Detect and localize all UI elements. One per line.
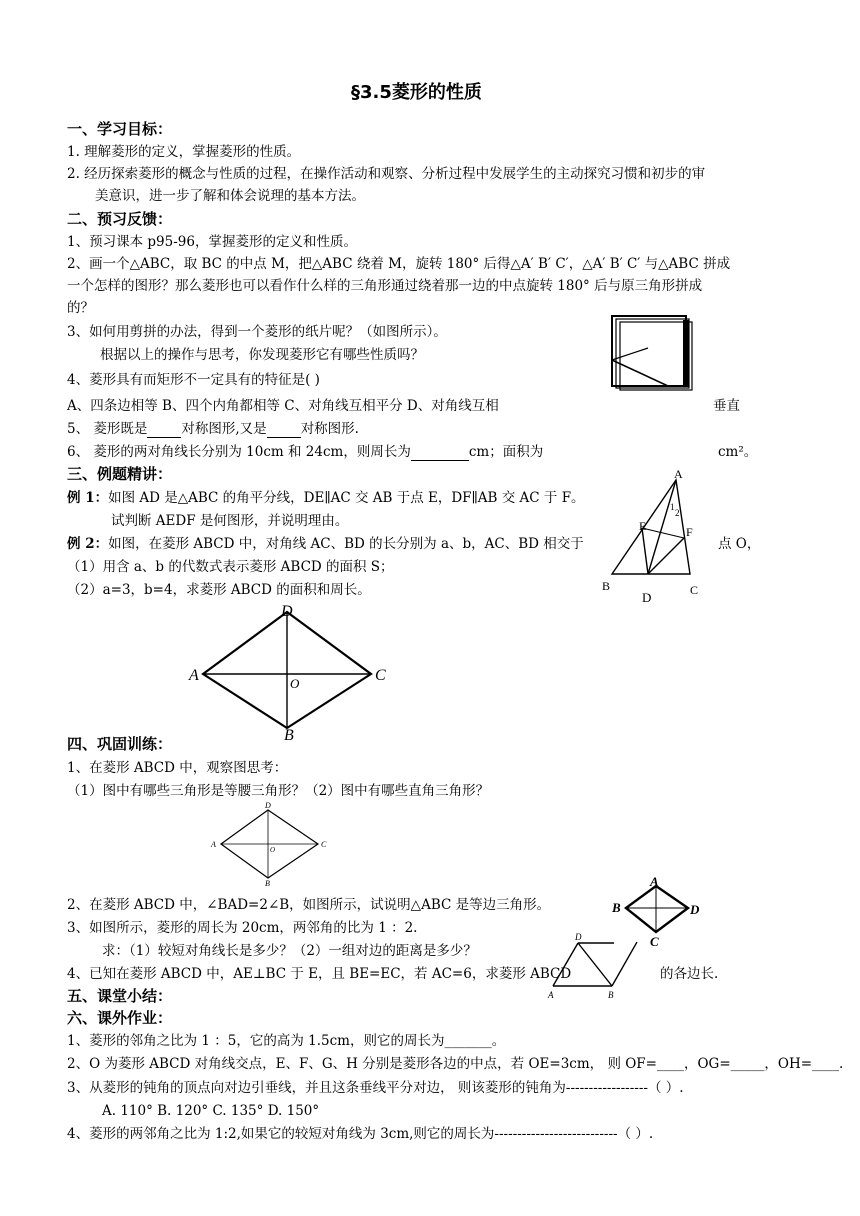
preview-q4-option-tail: 垂直 xyxy=(713,398,740,414)
preview-q4-options: A、四条边相等 B、四个内角都相等 C、对角线互相平分 D、对角线互相 xyxy=(67,398,499,414)
practice-q3-line2: 求：（1）较短对角线长是多少？（2）一组对边的距离是多少？ xyxy=(102,943,477,959)
goal-item-2-cont: 美意识，进一步了解和体会说理的基本方法。 xyxy=(95,188,365,204)
preview-q6 xyxy=(67,443,543,461)
vertex-label: B xyxy=(602,579,611,593)
angle-label: 2 xyxy=(675,508,680,518)
preview-q5 xyxy=(67,420,359,438)
preview-q3: 3、如何用剪拼的办法，得到一个菱形的纸片呢？（如图所示）。 xyxy=(67,324,447,340)
rhombus-figure-slanted xyxy=(542,930,652,1004)
homework-q3-options: A. 110° B. 120° C. 135° D. 150° xyxy=(102,1103,320,1119)
preview-q2: 2、画一个△ABC，取 BC 的中点 M，把△ABC 绕着 M，旋转 180° 后得△A′ B′ C′，△A′ B′ C′ 与△ABC 拼成 xyxy=(67,256,731,272)
practice-q4: 4、已知在菱形 ABCD 中，AE⊥BC 于 E，且 BE=EC，若 AC=6，求菱形 ABCD xyxy=(67,966,572,982)
center-label: O xyxy=(290,676,300,691)
goal-item-2: 2. 经历探索菱形的概念与性质的过程，在操作活动和观察、分析过程中发展学生的主动探究习惯和初步的审 xyxy=(67,166,706,182)
rhombus-figure-small xyxy=(208,801,338,888)
vertex-label: E xyxy=(639,519,647,533)
preview-q5-post: 对称图形. xyxy=(300,421,359,437)
preview-q5-mid: 对称图形,又是 xyxy=(181,421,267,437)
vertex-label: B xyxy=(608,990,614,1000)
answer-blank[interactable] xyxy=(267,423,301,438)
example-2-tail: 点 O， xyxy=(718,536,761,552)
section-heading-goals: 一、学习目标： xyxy=(67,120,173,138)
practice-q3: 3、如图所示，菱形的周长为 20cm，两邻角的比为 1 ：2. xyxy=(67,920,418,936)
vertex-label: A xyxy=(189,667,199,684)
example-2 xyxy=(67,535,584,553)
vertex-label: A xyxy=(548,990,554,1000)
vertex-label: C xyxy=(690,583,699,597)
vertex-label: D xyxy=(265,801,271,810)
vertex-label: B xyxy=(284,727,294,744)
vertex-label: F xyxy=(686,525,693,539)
vertex-label: A xyxy=(211,840,216,849)
preview-q6-unit: cm²。 xyxy=(718,444,758,460)
vertex-label: B xyxy=(612,900,621,915)
example-1-text: 如图 AD 是△ABC 的角平分线，DE∥AC 交 AB 于点 E，DF∥AB 交 AC 于 F。 xyxy=(108,490,585,506)
vertex-label: D xyxy=(575,932,582,942)
preview-q6-mid: cm；面积为 xyxy=(468,444,544,460)
example-2-text: 如图，在菱形 ABCD 中，对角线 AC、BD 的长分别为 a、b，AC、BD 相交于 xyxy=(108,536,584,552)
preview-q4: 4、菱形具有而矩形不一定具有的特征是( ) xyxy=(67,372,320,388)
practice-q1-line2: （1）图中有哪些三角形是等腰三角形？（2）图中有哪些直角三角形？ xyxy=(67,783,490,799)
homework-q2: 2、O 为菱形 ABCD 对角线交点，E、F、G、H 分别是菱形各边的中点，若 OE=3cm， 则 OF=____，OG=_____，OH=____. xyxy=(67,1056,844,1072)
section-heading-preview: 二、预习反馈： xyxy=(67,210,173,228)
section-heading-practice: 四、巩固训练： xyxy=(67,735,173,753)
goal-item-1: 1. 理解菱形的定义，掌握菱形的性质。 xyxy=(67,144,301,160)
homework-q1: 1、菱形的邻角之比为 1 ：5，它的高为 1.5cm，则它的周长为_______。 xyxy=(67,1033,506,1049)
example-1-label: 例 1： xyxy=(67,490,109,506)
preview-q3-line2: 根据以上的操作与思考，你发现菱形它有哪些性质吗？ xyxy=(100,347,424,363)
preview-q5-pre: 5、 菱形既是 xyxy=(67,421,148,437)
practice-q4-tail: 的各边长. xyxy=(660,966,719,982)
angle-bisector-triangle-figure xyxy=(600,468,720,608)
vertex-label: C xyxy=(375,667,386,684)
example-1-line2: 试判断 AEDF 是何图形，并说明理由。 xyxy=(111,513,349,529)
homework-q4: 4、菱形的两邻角之比为 1:2,如果它的较短对角线为 3cm,则它的周长为---------------------------（ ）. xyxy=(67,1126,654,1142)
vertex-label: D xyxy=(690,902,700,917)
vertex-label: D xyxy=(281,603,293,620)
section-heading-homework: 六、课外作业： xyxy=(67,1009,173,1027)
vertex-label: A xyxy=(674,467,683,481)
preview-q2-line2: 一个怎样的图形？那么菱形也可以看作什么样的三角形通过绕着那一边的中点旋转 180° 后与原三角形拼成 xyxy=(67,278,703,294)
vertex-label: C xyxy=(650,934,659,949)
section-heading-summary: 五、课堂小结： xyxy=(67,987,173,1005)
center-label: O xyxy=(270,846,276,854)
answer-blank[interactable] xyxy=(147,423,181,438)
answer-blank[interactable] xyxy=(411,446,469,461)
section-heading-examples: 三、例题精讲： xyxy=(67,465,173,483)
vertex-label: D xyxy=(642,590,652,605)
preview-q2-line3: 的？ xyxy=(67,300,94,316)
practice-q1: 1、在菱形 ABCD 中，观察图思考： xyxy=(67,760,288,776)
example-2-part2: （2）a=3，b=4，求菱形 ABCD 的面积和周长。 xyxy=(67,582,371,598)
preview-q6-pre: 6、 菱形的两对角线长分别为 10cm 和 24cm，则周长为 xyxy=(67,444,411,460)
preview-q1: 1、预习课本 p95-96，掌握菱形的定义和性质。 xyxy=(67,234,357,250)
example-2-part1: （1）用含 a、b 的代数式表示菱形 ABCD 的面积 S； xyxy=(67,559,394,575)
angle-label: 1 xyxy=(670,502,675,512)
homework-q3: 3、从菱形的钝角的顶点向对边引垂线，并且这条垂线平分对边， 则该菱形的钝角为------------------（ ）. xyxy=(67,1080,684,1096)
rhombus-figure-large xyxy=(185,602,405,742)
example-1 xyxy=(67,489,585,507)
paper-cut-figure xyxy=(608,312,698,392)
vertex-label: C xyxy=(321,840,327,849)
practice-q2: 2、在菱形 ABCD 中，∠BAD=2∠B，如图所示，试说明△ABC 是等边三角形。 xyxy=(67,897,551,913)
example-2-label: 例 2： xyxy=(67,536,109,552)
page-title: §3.5菱形的性质 xyxy=(351,82,482,103)
vertex-label: B xyxy=(265,879,270,888)
vertex-label: A xyxy=(650,874,659,889)
